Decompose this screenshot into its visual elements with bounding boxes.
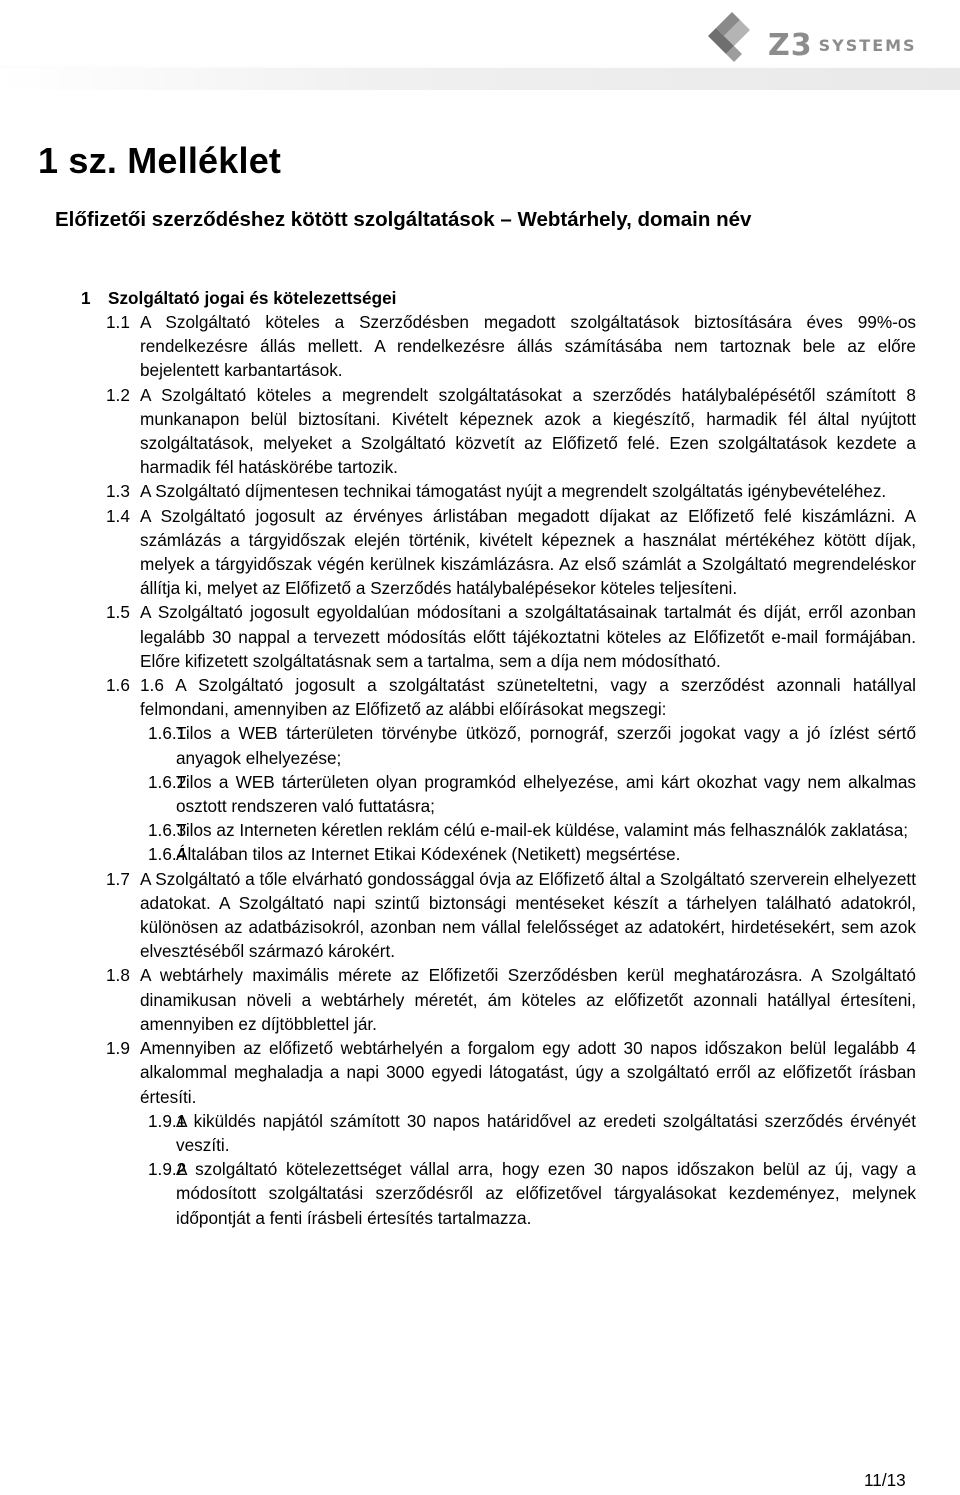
clause-number: 1.4 — [106, 505, 130, 526]
clause-1-6-3 — [148, 818, 916, 842]
clause-number: 1.3 — [106, 481, 130, 502]
clause-text: A kiküldés napjától számított 30 napos határidővel az eredeti szolgáltatási szerződés érvényét veszíti. — [176, 1110, 916, 1155]
clause-number: 1.6.1 — [148, 723, 187, 744]
page-header — [0, 0, 960, 90]
clause-number: 1.6.4 — [148, 844, 187, 865]
clause-number: 1.7 — [106, 868, 130, 889]
clause-text: A Szolgáltató jogosult az érvényes árlistában megadott díjakat az Előfizető felé kiszámlázni. A számlázás a tárgyidőszak elején történik, kivételt képeznek a használat mértékéhez kötött díjak, melyek a tárgyidőszak végén kerülnek kiszámlázásra. Az első számlát a Szolgáltató megrendeléskor állítja ki, melyet az Előfizető a Szerződés hatálybalépésekor köteles teljesíteni. — [140, 505, 916, 599]
clause-1-2 — [106, 383, 916, 480]
clause-number: 1.6.2 — [148, 771, 187, 792]
clause-1-3 — [106, 479, 916, 503]
clause-1-1 — [106, 310, 916, 383]
clause-1-9 — [106, 1036, 916, 1109]
clause-text: Tilos a WEB tárterületen olyan programkód elhelyezése, ami kárt okozhat vagy nem alkalmas osztott rendszeren való futtatásra; — [176, 771, 916, 817]
logo-text-main: Z3 — [768, 28, 813, 63]
z3-logo-icon — [696, 6, 766, 66]
clause-text: 1.6 A Szolgáltató jogosult a szolgáltatást szüneteltetni, vagy a szerződést azonnali hatállyal felmondani, amennyiben az Előfizető az alábbi előírásokat megszegi: — [140, 675, 916, 720]
logo-text-sub: SYSTEMS — [818, 36, 917, 55]
page-number: 11/13 — [864, 1470, 906, 1490]
clause-1-6-1 — [148, 721, 916, 769]
clause-text: Tilos a WEB tárterületen törvénybe ütköző, pornográf, szerzői jogokat vagy a jó ízlést sértő anyagok elhelyezése; — [176, 723, 916, 768]
clause-text: A Szolgáltató díjmentesen technikai támogatást nyújt a megrendelt szolgáltatás igénybevételéhez. — [140, 481, 887, 502]
clause-number: 1.6 — [106, 675, 130, 696]
document-subtitle: Előfizetői szerződéshez kötött szolgáltatások – Webtárhely, domain név — [55, 208, 752, 231]
clause-number: 1.8 — [106, 965, 130, 986]
document-body — [0, 286, 960, 1230]
header-band — [0, 68, 960, 90]
clause-1-9-2 — [148, 1157, 916, 1230]
clause-text: Amennyiben az előfizető webtárhelyén a forgalom egy adott 30 napos időszakon belül legalább 4 alkalommal meghaladja a napi 3000 egyedi látogatást, úgy a szolgáltató erről az előfizetőt írásban értesíti. — [140, 1038, 916, 1107]
clause-number: 1.9.1 — [148, 1110, 187, 1131]
clause-text: A Szolgáltató a tőle elvárható gondossággal óvja az Előfizető által a Szolgáltató szerverein elhelyezett adatokat. A Szolgáltató napi szintű biztonsági mentéseket készít a tárhelyen található adatokról, különösen az adatbázisokról, azonban nem vállal felelősséget az adatokért, hirdetésekért, sem azok elvesztéséből származó károkért. — [140, 868, 916, 962]
clause-1-7 — [106, 867, 916, 964]
section-title: Szolgáltató jogai és kötelezettségei — [108, 288, 397, 308]
clause-text: A Szolgáltató köteles a megrendelt szolgáltatásokat a szerződés hatálybalépésétől számított 8 munkanapon belül biztosítani. Kivételt képeznek azok a kiegészítő, harmadik fél által nyújtott szolgáltatások, melyeket a Szolgáltató közvetít az Előfizető felé. Ezen szolgáltatások kezdete a harmadik fél hatáskörébe tartozik. — [140, 384, 916, 478]
clause-1-5 — [106, 600, 916, 673]
clause-text: A webtárhely maximális mérete az Előfizetői Szerződésben kerül meghatározásra. A Szolgáltató dinamikusan növeli a webtárhely méretét, ám köteles az előfizetőt azonnali hatállyal értesíteni, amennyiben ez díjtöbblettel jár. — [140, 965, 916, 1034]
clause-text: A Szolgáltató jogosult egyoldalúan módosítani a szolgáltatásainak tartalmát és díját, erről azonban legalább 30 nappal a tervezett módosítás előtt tájékoztatni köteles az Előfizetőt e-mail formájában. Előre kifizetett szolgáltatásnak sem a tartalma, sem a díja nem módosítható. — [140, 602, 916, 671]
clause-text: A szolgáltató kötelezettséget vállal arra, hogy ezen 30 napos időszakon belül az új, vagy a módosított szolgáltatási szerződésről az előfizetővel tárgyalásokat kezdeményez, melynek időpontját a fenti írásbeli értesítés tartalmazza. — [176, 1159, 916, 1228]
clause-number: 1.9 — [106, 1038, 130, 1059]
clause-number: 1.9.2 — [148, 1159, 187, 1180]
logo-wordmark — [768, 28, 917, 63]
clause-1-8 — [106, 963, 916, 1036]
clause-number: 1.1 — [106, 312, 130, 332]
section-number: 1 — [81, 288, 91, 308]
clause-number: 1.6.3 — [148, 820, 187, 841]
clause-text: Általában tilos az Internet Etikai Kódexének (Netikett) megsértése. — [176, 844, 681, 865]
clause-text: Tilos az Interneten kéretlen reklám célú e-mail-ek küldése, valamint más felhasználók zaklatása; — [176, 820, 909, 841]
clause-number: 1.5 — [106, 602, 130, 623]
clause-1-4 — [106, 504, 916, 601]
document-title: 1 sz. Melléklet — [38, 140, 282, 181]
clause-1-6 — [106, 673, 916, 721]
company-logo — [696, 6, 956, 66]
clause-1-6-4 — [148, 842, 916, 866]
clause-text: A Szolgáltató köteles a Szerződésben megadott szolgáltatások biztosítására éves 99%-os rendelkezésre állás mellett. A rendelkezésre állás számításába nem tartoznak bele az előre bejelentett karbantartások. — [140, 312, 916, 381]
clause-number: 1.2 — [106, 384, 130, 405]
clause-1-9-1 — [148, 1109, 916, 1157]
clause-1-6-2 — [148, 770, 916, 818]
section-heading — [81, 286, 396, 310]
